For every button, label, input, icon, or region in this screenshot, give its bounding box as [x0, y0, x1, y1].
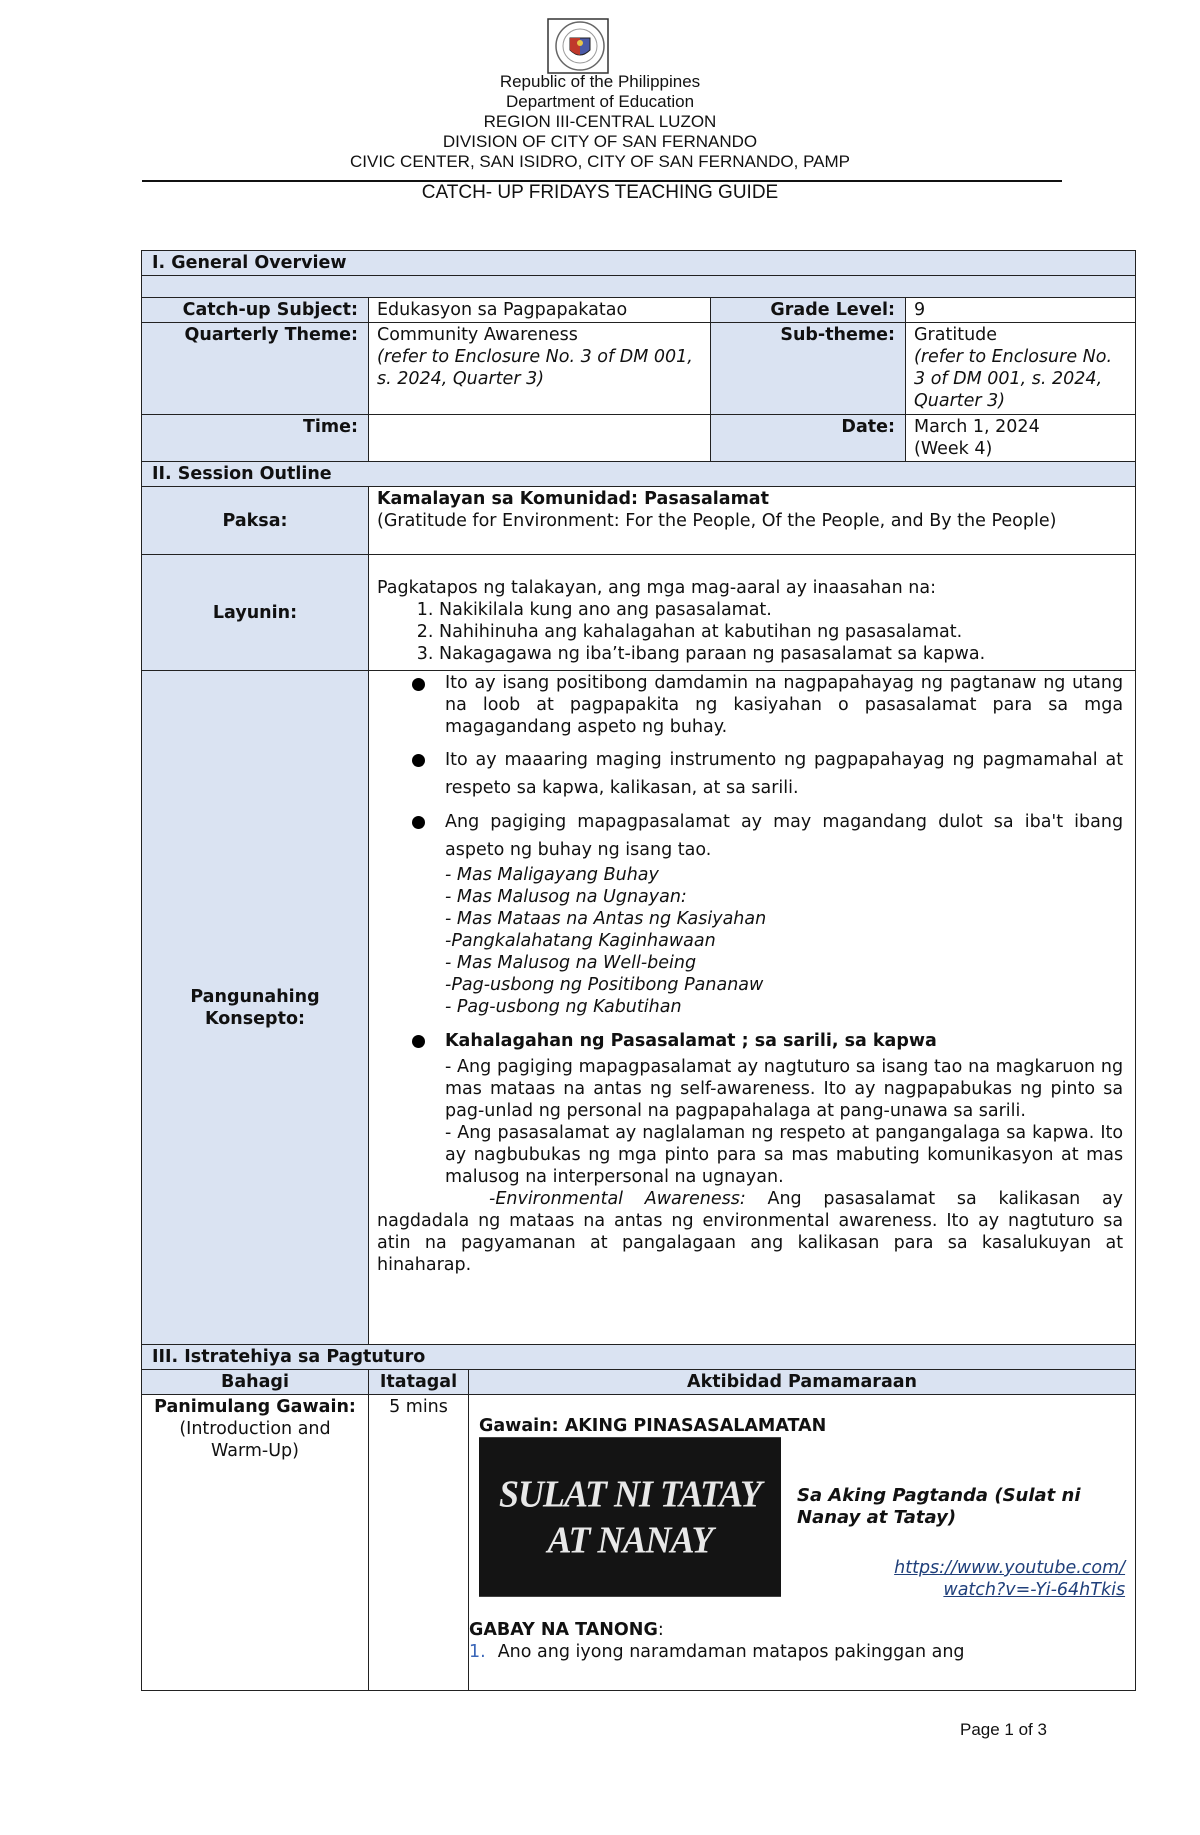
kahalagahan-p2: - Ang pasasalamat ay naglalaman ng respeto at pangangalaga sa kapwa. Ito ay nagbubukas ng mga pinto para sa mas mabuting komunikasyon at mas malusog na interpersonal na ugnayan.: [445, 1123, 1124, 1187]
benefit-item: - Mas Mataas na Antas ng Kasiyahan: [445, 909, 767, 929]
letterhead-line: CIVIC CENTER, SAN ISIDRO, CITY OF SAN FERNANDO, PAMP: [350, 152, 850, 171]
thumbnail-line: SULAT NI TATAY: [498, 1472, 762, 1515]
benefit-item: - Pag-usbong ng Kabutihan: [445, 997, 682, 1017]
subject-value: Edukasyon sa Pagpapakatao: [369, 298, 711, 323]
thumbnail-line: AT NANAY: [547, 1519, 713, 1562]
date-value: March 1, 2024: [914, 417, 1040, 437]
layunin-cell: [369, 555, 1136, 671]
concept-bullet: [377, 746, 1123, 802]
section-session-outline: II. Session Outline: [142, 462, 1136, 487]
kahalagahan-title: Kahalagahan ng Pasasalamat ; sa sarili, sa kapwa: [445, 1031, 937, 1051]
theme-label: Quarterly Theme:: [142, 323, 369, 415]
environment-paragraph: [377, 1188, 1123, 1276]
activity-cell: [469, 1395, 1136, 1691]
objective-item: 2. Nahihinuha ang kahalagahan at kabutihan ng pasasalamat.: [439, 621, 1127, 643]
row-time: 5 mins: [369, 1395, 469, 1691]
benefit-item: - Mas Malusog na Ugnayan:: [445, 887, 687, 907]
paksa-subtitle: (Gratitude for Environment: For the People, Of the People, and By the People): [377, 511, 1057, 531]
concept-bullet: [377, 672, 1123, 738]
gawain-title: Gawain: AKING PINASASALAMATAN: [479, 1416, 827, 1436]
objective-item: 3. Nakagagawa ng iba’t-ibang paraan ng pasasalamat sa kapwa.: [439, 643, 1127, 665]
gabay-heading: [469, 1619, 1125, 1641]
letterhead-line: REGION III-CENTRAL LUZON: [483, 112, 717, 131]
theme-reference: (refer to Enclosure No. 3 of DM 001, s. 2024, Quarter 3): [377, 347, 693, 389]
environment-text: Ang pasasalamat sa kalikasan ay nagdadala ng mataas na antas ng environmental awareness. Ito ay nagtuturo sa atin na pagyamanan at pangalagaan ang kalikasan para sa kasalukuyan at hinaharap.: [377, 1189, 1124, 1275]
grade-label: Grade Level:: [711, 298, 906, 323]
video-caption: Sa Aking Pagtanda (Sulat ni Nanay at Tatay): [797, 1485, 1081, 1528]
time-value: [369, 415, 711, 462]
bullet-icon: [412, 678, 425, 691]
layunin-label: Layunin:: [142, 555, 369, 671]
bullet-icon: [412, 1035, 425, 1048]
benefit-item: -Pangkalahatang Kaginhawaan: [445, 931, 716, 951]
concept-bullet-text: Ang pagiging mapagpasalamat ay may magandang dulot sa iba't ibang aspeto ng buhay ng isang tao.: [445, 812, 1124, 860]
concept-bullet-text: Ito ay isang positibong damdamin na nagpapahayag ng pagtanaw ng utang na loob at pagpapakita ng kasiyahan o pasasalamat para sa mga magagandang aspeto ng buhay.: [445, 673, 1124, 737]
benefit-item: - Mas Maligayang Buhay: [445, 865, 659, 885]
time-label: Time:: [142, 415, 369, 462]
environment-label: -Environmental Awareness:: [489, 1189, 746, 1209]
video-thumbnail[interactable]: [479, 1437, 781, 1597]
bullet-icon: [412, 754, 425, 767]
col-itatagal: Itatagal: [369, 1370, 469, 1395]
col-aktibidad: Aktibidad Pamamaraan: [469, 1370, 1136, 1395]
video-info: [781, 1441, 1125, 1601]
paksa-title: Kamalayan sa Komunidad: Pasasalamat: [377, 489, 769, 509]
letterhead-line: DIVISION OF CITY OF SAN FERNANDO: [442, 132, 758, 151]
row-part-cell: [142, 1395, 369, 1691]
subject-label: Catch-up Subject:: [142, 298, 369, 323]
concept-bullet: [377, 1026, 1123, 1056]
question-number: 1.: [469, 1642, 486, 1662]
gabay-label: GABAY NA TANONG: [469, 1620, 658, 1640]
section-general-overview: I. General Overview: [142, 251, 1136, 276]
paksa-label: Paksa:: [142, 487, 369, 555]
bullet-icon: [412, 816, 425, 829]
gabay-colon: :: [657, 1620, 664, 1640]
question-item: [469, 1641, 1125, 1663]
video-link[interactable]: https://www.youtube.com/ watch?v=-Yi-64hTkis: [894, 1558, 1126, 1600]
konsepto-cell: [369, 671, 1136, 1345]
video-block: [479, 1441, 1125, 1601]
teaching-guide-table: [141, 250, 1136, 1691]
letterhead-line: Republic of the Philippines: [499, 72, 701, 91]
kahalagahan-p1: - Ang pagiging mapagpasalamat ay nagtuturo sa isang tao na magkaruon ng mas mataas na antas ng self-awareness. Ito ay nagpapabukas ng pinto sa pag-unlad ng personal na pagpapahalaga at pang-unawa sa sarili.: [445, 1057, 1124, 1121]
col-bahagi: Bahagi: [142, 1370, 369, 1395]
week-value: (Week 4): [914, 439, 993, 459]
grade-value: 9: [906, 298, 1136, 323]
page-number: Page 1 of 3: [960, 1720, 1047, 1739]
letterhead-line: Department of Education: [505, 92, 695, 111]
objective-item: 1. Nakikilala kung ano ang pasasalamat.: [439, 599, 1127, 621]
section-strategy: III. Istratehiya sa Pagtuturo: [142, 1345, 1136, 1370]
subtheme-label: Sub-theme:: [711, 323, 906, 415]
concept-bullet-text: Ito ay maaaring maging instrumento ng pagpapahayag ng pagmamahal at respeto sa kapwa, kalikasan, at sa sarili.: [445, 750, 1124, 798]
date-label: Date:: [711, 415, 906, 462]
guide-title: CATCH- UP FRIDAYS TEACHING GUIDE: [421, 182, 779, 203]
video-link-block: [797, 1557, 1125, 1601]
row-part-sub: (Introduction and Warm-Up): [179, 1419, 331, 1461]
question-text: Ano ang iyong naramdaman matapos pakinggan ang: [497, 1642, 965, 1662]
benefits-list: [377, 864, 1123, 1018]
layunin-intro: Pagkatapos ng talakayan, ang mga mag-aaral ay inaasahan na:: [377, 578, 936, 598]
blank-row: [142, 276, 1136, 298]
subtheme-cell: [906, 323, 1136, 415]
objective-list: [377, 599, 1127, 665]
subtheme-reference: (refer to Enclosure No. 3 of DM 001, s. 2024, Quarter 3): [914, 347, 1113, 411]
date-cell: [906, 415, 1136, 462]
deped-seal: [546, 18, 610, 74]
concept-bullet: [377, 808, 1123, 864]
row-part: Panimulang Gawain:: [154, 1397, 356, 1417]
konsepto-label: Pangunahing Konsepto:: [142, 671, 369, 1345]
paksa-cell: [369, 487, 1136, 555]
benefit-item: -Pag-usbong ng Positibong Pananaw: [445, 975, 764, 995]
theme-value: Community Awareness: [377, 325, 578, 345]
theme-cell: [369, 323, 711, 415]
subtheme-value: Gratitude: [914, 325, 998, 345]
benefit-item: - Mas Malusog na Well-being: [445, 953, 697, 973]
letterhead: [0, 72, 1200, 172]
